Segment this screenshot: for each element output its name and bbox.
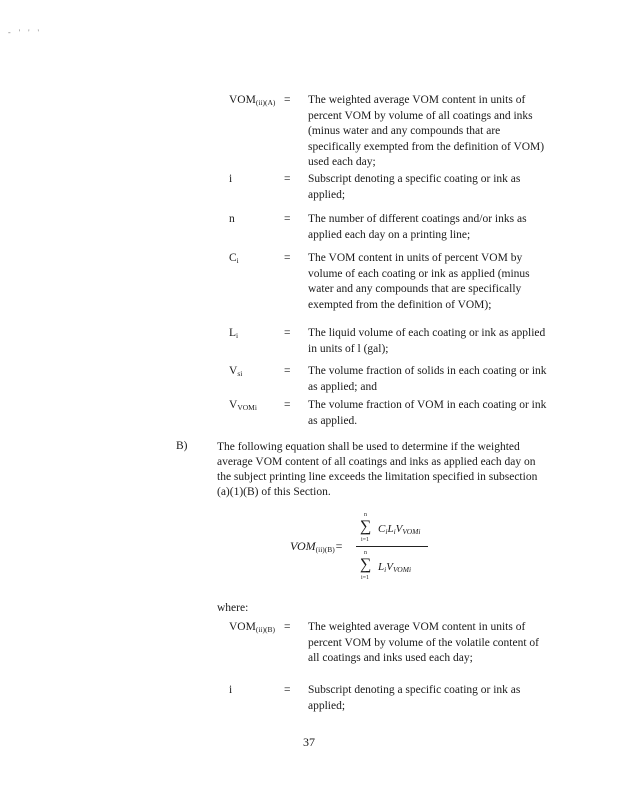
equation-lhs: $VOM_{(ii)(B)}=$ — [290, 539, 343, 554]
sum-upper-limit: n — [364, 512, 367, 518]
denominator-expression: $L_iV_{VOMi}$ — [378, 561, 412, 574]
page-number: 37 — [303, 735, 315, 749]
definition-i: i = Subscript denoting a specific coating or ink as applied; — [229, 173, 521, 201]
vom-equation — [290, 512, 430, 592]
section-b-text: The following equation shall be used to determine if the weighted average VOM content of all coatings and inks as applied each day on the subject printing line exceeds the limitation specified in subsection (a)(1)(B) of this Section. — [217, 441, 538, 498]
definition-vom-a: $VOM_{(ii)(A)}$ = The weighted average VOM content in units of percent VOM by volume of all coatings and inks (minus water and any compounds that are specifically exempted from the definition of VOM) used each day; — [229, 94, 545, 168]
sum-lower-limit-denominator: i=1 — [361, 575, 370, 581]
section-b-letter: B) — [176, 440, 188, 452]
sum-symbol: ∑ — [360, 518, 372, 535]
fraction-bar — [356, 546, 428, 547]
where-label: where: — [217, 602, 249, 614]
scan-artifact: - ' ' ' — [8, 28, 42, 37]
definition-i-bottom: i = Subscript denoting a specific coating or ink as applied; — [229, 684, 521, 712]
definition-vsi: $V_{si}$ = The volume fraction of solids in each coating or ink as applied; and — [229, 365, 547, 393]
definition-ci: $C_i$ = The VOM content in units of percent VOM by volume of each coating or ink as applied (minus water and any compounds that are specifically exempted from the definition of VOM); — [229, 252, 530, 311]
definition-vvomi: $V_{VOMi}$ = The volume fraction of VOM in each coating or ink as applied. — [229, 399, 547, 427]
sum-upper-limit-denominator: n — [364, 550, 367, 556]
definition-vom-b: $VOM_{(ii)(B)}$ = The weighted average VOM content in units of percent VOM by volume of the volatile content of all coatings and inks used each day; — [229, 621, 540, 664]
sum-symbol-denominator: ∑ — [360, 556, 372, 573]
numerator-expression: $C_iL_iV_{VOMi}$ — [378, 523, 421, 536]
definition-li: $L_i$ = The liquid volume of each coating or ink as applied in units of l (gal); — [229, 327, 546, 355]
definition-n: n = The number of different coatings and/or inks as applied each day on a printing line; — [229, 213, 527, 241]
sum-lower-limit: i=1 — [361, 537, 370, 543]
